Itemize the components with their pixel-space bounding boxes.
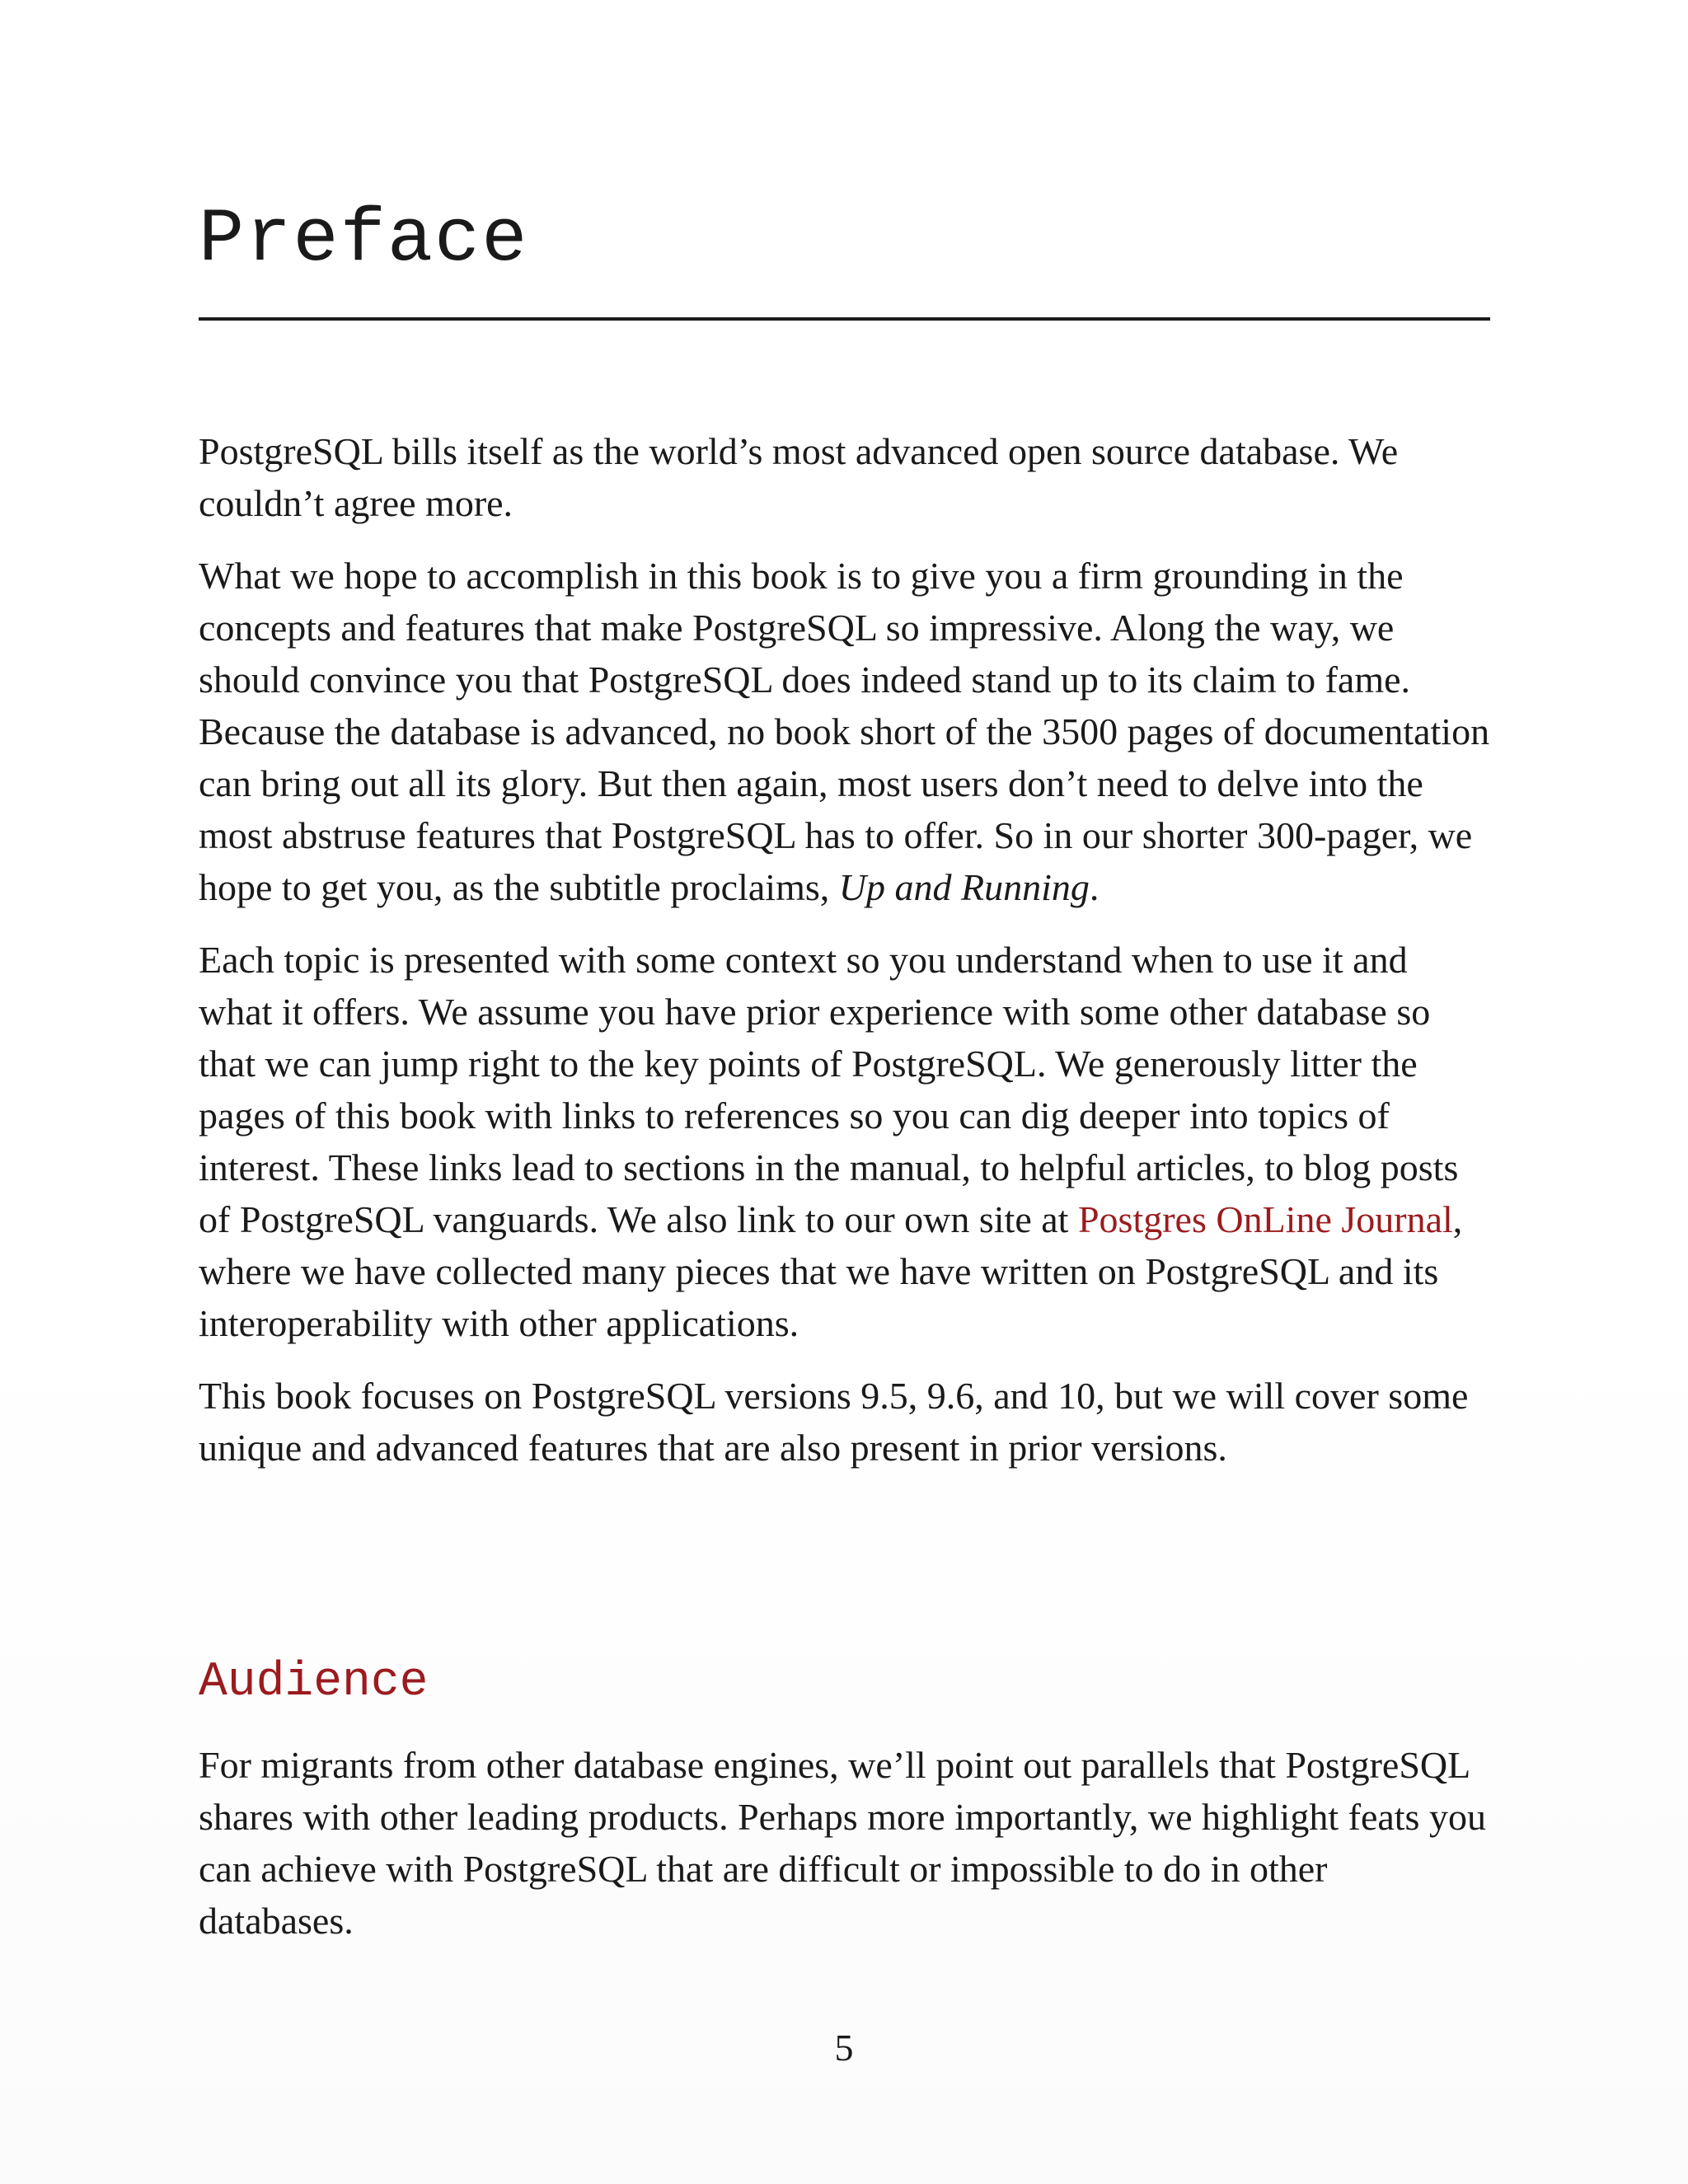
paragraph-context xyxy=(199,934,1490,1349)
postgres-online-journal-link[interactable]: Postgres OnLine Journal xyxy=(1077,1198,1453,1240)
paragraph-intro xyxy=(199,425,1490,529)
paragraph-audience-text: For migrants from other database engines, we’ll point out parallels that PostgreSQL shares with other leading products. Perhaps more importantly, we highlight feats you can achieve with PostgreSQL that are difficult or impossible to do in other databases. xyxy=(199,1744,1486,1942)
preface-body xyxy=(199,425,1490,1494)
chapter-title: Preface xyxy=(199,196,529,283)
paragraph-audience xyxy=(199,1739,1490,1947)
paragraph-goals xyxy=(199,550,1490,913)
section-heading-audience: Audience xyxy=(199,1656,429,1709)
paragraph-goals-text: What we hope to accomplish in this book is to give you a firm grounding in the concepts and features that make PostgreSQL so impressive. Along the way, we should convince you that PostgreSQL does indeed stand up to its claim to fame. Because the database is advanced, no book short of the 3500 pages of documentation can bring out all its glory. But then again, most users don’t need to delve into the most abstruse features that PostgreSQL has to offer. So in our shorter 300-pager, we hope to get you, as the subtitle proclaims, xyxy=(199,555,1490,908)
paragraph-versions-text: This book focuses on PostgreSQL versions 9.5, 9.6, and 10, but we will cover some unique and advanced features that are also present in prior versions. xyxy=(199,1375,1469,1469)
paragraph-context-end: , where we have collected many pieces that we have written on PostgreSQL and its interoperability with other applications. xyxy=(199,1198,1463,1344)
paragraph-goals-end: . xyxy=(1089,866,1100,908)
title-divider xyxy=(199,317,1490,321)
subtitle-italic: Up and Running xyxy=(838,866,1090,908)
audience-body xyxy=(199,1739,1490,1967)
paragraph-versions xyxy=(199,1370,1490,1474)
paragraph-context-text: Each topic is presented with some context so you understand when to use it and what it offers. We assume you have prior experience with some other database so that we can jump right to the key points of PostgreSQL. We generously litter the pages of this book with links to references so you can dig deeper into topics of interest. These links lead to sections in the manual, to helpful articles, to blog posts of PostgreSQL vanguards. We also link to our own site at xyxy=(199,939,1459,1240)
page-number: 5 xyxy=(834,2027,854,2069)
paragraph-intro-text: PostgreSQL bills itself as the world’s most advanced open source database. We couldn’t agree more. xyxy=(199,430,1399,524)
